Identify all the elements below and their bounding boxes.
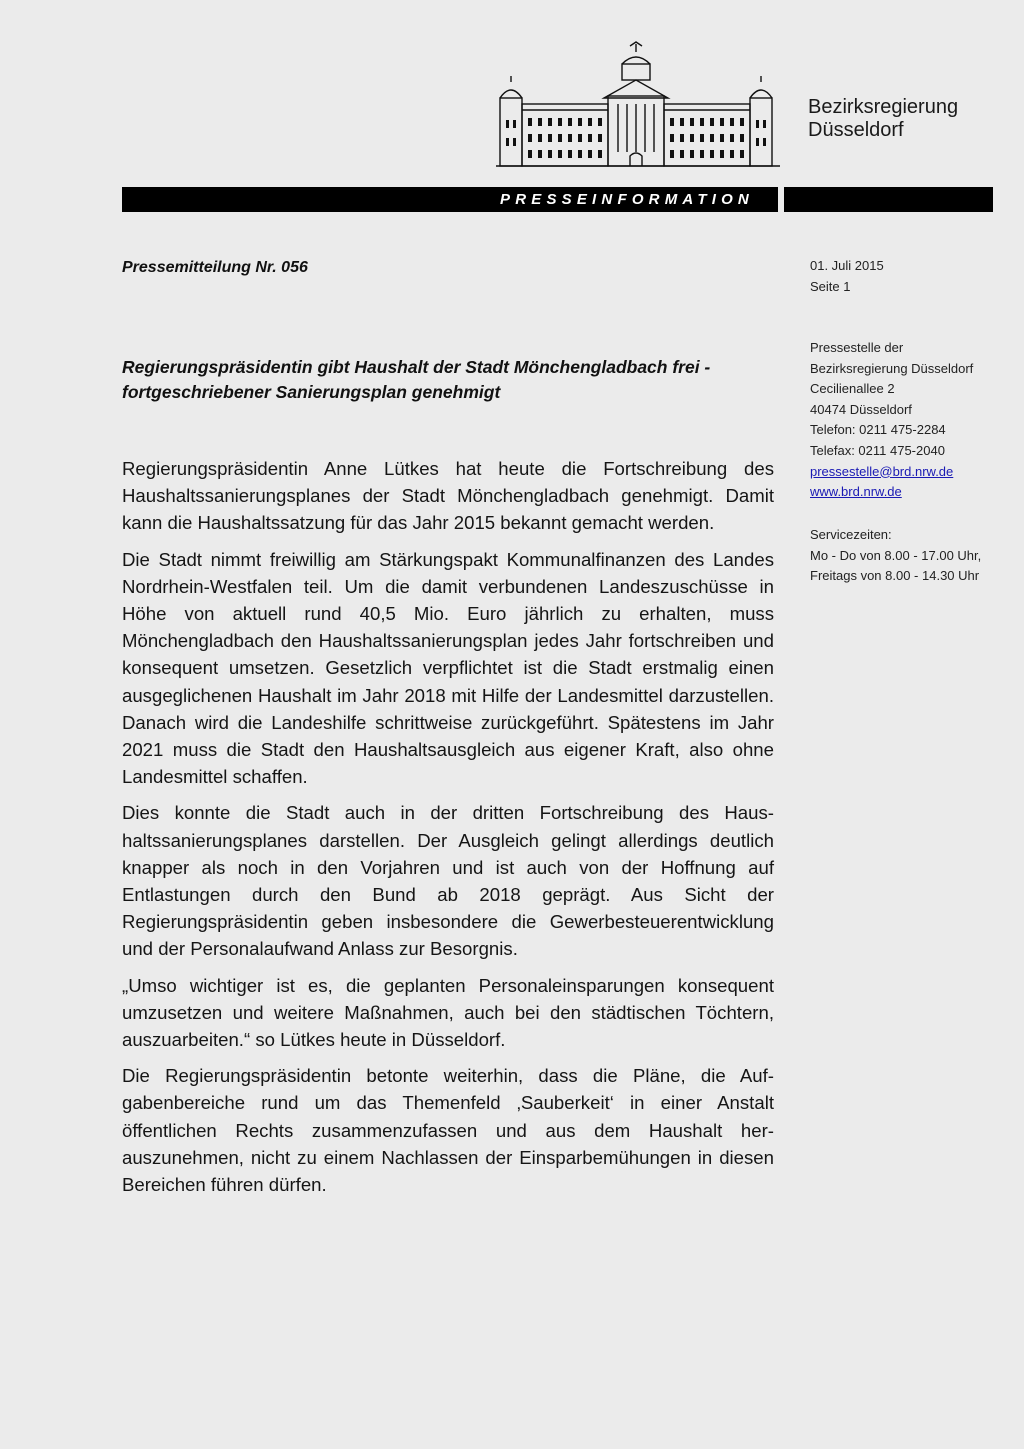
contact-phone: Telefon: 0211 475-2284 [810, 422, 946, 438]
service-hours-friday: Freitags von 8.00 - 14.30 Uhr [810, 568, 980, 584]
article-body [122, 455, 774, 1207]
service-hours-title: Servicezeiten: [810, 527, 892, 542]
body-paragraph-5: Die Regierungspräsidentin betonte weiterhin, dass die Pläne, die Aufgabenbereiche rund um das Themenfeld ‚Sauberkeit‘ in einer Anstalt öffentlichen Rechts zusammenzufassen und aus dem Haushalt herauszunehmen, nicht zu einem Nachlassen der Einsparbemühungen in diesen Bereichen führen dürfen. [122, 1065, 774, 1196]
organization-name-line1: Bezirksregierung [808, 96, 959, 118]
service-hours [810, 525, 981, 587]
organization-name-line2: Düsseldorf [808, 119, 904, 141]
contact-line-1: Pressestelle der [810, 340, 904, 355]
release-date: 01. Juli 2015 [810, 258, 884, 273]
press-release-headline [122, 355, 782, 405]
building-logo [496, 40, 780, 170]
headline-line-2: fortgeschriebener Sanierungsplan genehmigt [122, 382, 501, 402]
contact-line-2: Bezirksregierung Düsseldorf [810, 360, 974, 376]
press-office-contact [810, 338, 973, 503]
contact-fax: Telefax: 0211 475-2040 [810, 442, 945, 458]
organization-name [808, 96, 958, 142]
service-hours-weekdays: Mo - Do von 8.00 - 17.00 Uhr, [810, 547, 982, 563]
contact-city: 40474 Düsseldorf [810, 401, 912, 417]
press-info-banner [122, 187, 993, 212]
press-info-label: PRESSEINFORMATION [500, 191, 754, 208]
body-paragraph-1: Regierungspräsidentin Anne Lütkes hat heute die Fortschreibung des Haushaltssanierungsplanes der Stadt Mönchengladbach genehmigt. Damit kann die Haushaltssatzung für das Jahr 2015 bekannt gemacht werden. [122, 458, 774, 534]
release-date-block [810, 256, 884, 297]
page-number: Seite 1 [810, 278, 851, 294]
body-paragraph-3: Dies konnte die Stadt auch in der dritten Fortschreibung des Haushaltssanierungsplanes darstellen. Der Ausgleich gelingt allerdings deutlich knapper als noch in den Vorjahren und ist auch von der Hoffnung auf Entlastungen durch den Bund ab 2018 geprägt. Aus Sicht der Regierungspräsidentin geben insbesondere die Gewerbesteuerentwicklung und der Personalaufwand Anlass zur Besorgnis. [122, 802, 774, 960]
headline-line-1: Regierungspräsidentin gibt Haushalt der Stadt Mönchengladbach frei - [122, 357, 711, 377]
website-link[interactable]: www.brd.nrw.de [810, 484, 902, 500]
contact-street: Cecilienallee 2 [810, 381, 895, 397]
press-release-number: Pressemitteilung Nr. 056 [122, 259, 308, 276]
body-paragraph-2: Die Stadt nimmt freiwillig am Stärkungspakt Kommunalfinanzen des Landes Nordrhein-Westfalen teil. Um die damit verbundenen Landeszuschüsse in Höhe von aktuell rund 40,5 Mio. Euro jährlich zu erhalten, muss Mönchengladbach den Haushaltssanierungsplan jedes Jahr fortschreiben und konsequent umsetzen. Gesetzlich verpflichtet ist die Stadt erstmalig einen ausgeglichenen Haushalt im Jahr 2018 mit Hilfe der Landesmittel darzustellen. Danach wird die Landeshilfe schrittweise zurückgeführt. Spätestens im Jahr 2021 muss die Stadt den Haushaltsausgleich aus eigener Kraft, also ohne Landesmittel schaffen. [122, 548, 774, 788]
contact-email-link[interactable]: pressestelle@brd.nrw.de [810, 463, 954, 479]
body-paragraph-4: „Umso wichtiger ist es, die geplanten Personaleinsparungen konsequent umzusetzen und weitere Maßnahmen, auch bei den städtischen Töchtern, auszuarbeiten.“ so Lütkes heute in Düsseldorf. [122, 974, 774, 1051]
banner-gap [778, 187, 784, 212]
